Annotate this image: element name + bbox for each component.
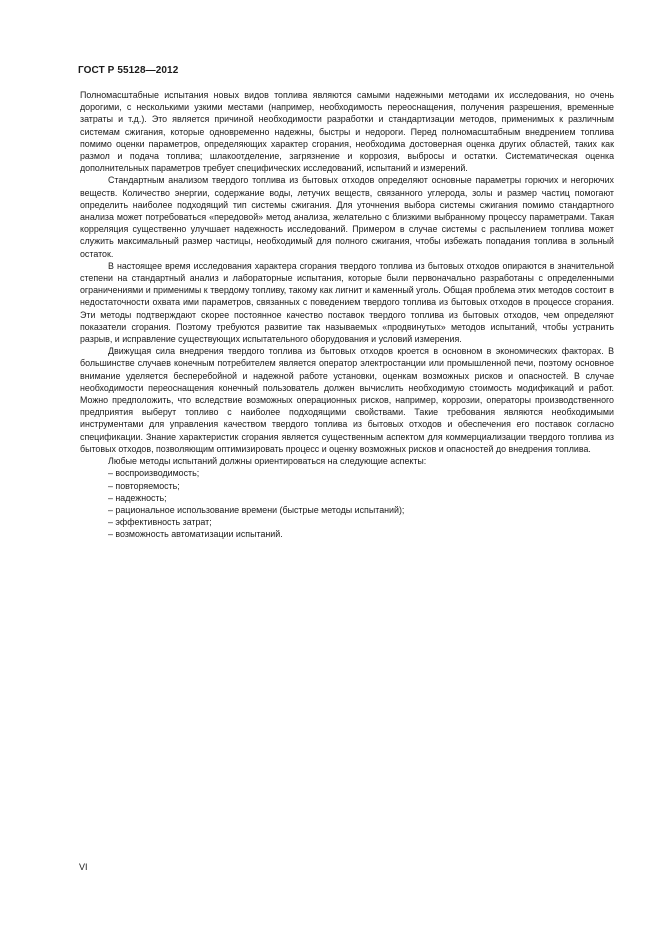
page-number: VI — [79, 862, 88, 872]
aspect-item: – эффективность затрат; — [108, 517, 212, 528]
aspects-intro: Любые методы испытаний должны ориентироваться на следующие аспекты: — [108, 456, 427, 467]
document-body — [80, 89, 614, 541]
aspect-item: – рациональное использование времени (быстрые методы испытаний); — [108, 504, 405, 515]
aspect-item: – воспроизводимость; — [108, 468, 200, 479]
paragraph-full-scale-tests: Полномасштабные испытания новых видов топлива являются самыми надежными методами их исследования, но очень дорогими, с несколькими узкими местами (например, необходимость переоснащения, получения разрешения, временные затраты и т.д.). Это является причиной необходимости разработки и стандартизации методов, применимых к различным системам сжигания, которые одновременно надежны, быстры и недороги. Перед полномасштабным внедрением топлива помимо оценки параметров, определяющих характер сгорания, необходима достоверная оценка других областей, таких как размол и подача топлива; шлакоотделение, загрязнение и коррозия, выбросы и остатки. Систематическая оценка дополнительных параметров требует специфических исследований, испытаний и измерений. — [80, 90, 614, 174]
aspects-list — [80, 467, 614, 540]
paragraph-standard-analysis: Стандартным анализом твердого топлива из бытовых отходов определяют основные параметры горючих и негорючих веществ. Количество энергии, содержание воды, летучих веществ, связанного углерода, золы и размер частиц помогают определить наиболее подходящий тип системы сжигания. Для уточнения выбора системы сжигания помимо стандартного анализа может потребоваться «передовой» метод анализа, желательно с близкими выбранному процессу параметрами. Такая корреляция существенно улучшает надежность исследований. Примером в случае системы с распылением топлива может служить максимальный размер частицы, необходимый для полного сжигания, чтобы избежать попадания топлива в зольный остаток. — [80, 175, 614, 259]
document-header: ГОСТ Р 55128—2012 — [78, 65, 179, 76]
aspect-item: – повторяемость; — [108, 480, 180, 491]
paragraph-economic-factors: Движущая сила внедрения твердого топлива из бытовых отходов кроется в основном в экономических факторах. В большинстве случаев конечным потребителем является оператор электростанции или промышленной печи, поэтому основное внимание уделяется бесперебойной и надежной работе установки, оценкам возможных рисков и опасностей. В случае необходимости переоснащения конечный пользователь должен вычислить необходимую стоимость модификаций и работ. Можно предположить, что вследствие возможных операционных рисков, например, коррозии, операторы производственного предприятия выберут топливо с наиболее подходящими свойствами. Такие требования являются необходимыми инструментами для управления качеством твердого топлива из бытовых отходов и обеспечения его поставок согласно спецификации. Знание характеристик сгорания является существенным аспектом для коммерциализации твердого топлива из бытовых отходов, позволяющим оптимизировать процесс и оценку возможных рисков и опасностей до внедрения топлива. — [80, 346, 614, 454]
aspect-item: – возможность автоматизации испытаний. — [108, 529, 283, 540]
paragraph-current-research: В настоящее время исследования характера сгорания твердого топлива из бытовых отходов опираются в значительной степени на стандартный анализ и лабораторные испытания, которые были первоначально разработаны с определенными ограничениями и применимы к твердому топливу, такому как лигнит и каменный уголь. Общая проблема этих методов состоит в недостаточности охвата ими параметров, связанных с поведением твердого топлива из бытовых отходов в процессе сгорания. Эти методы подтверждают скорее постоянное качество поставок твердого топлива из бытовых отходов, чем определяют показатели сгорания. Поэтому требуются развитие так называемых «продвинутых» методов испытаний, чтобы устранить разрыв, и исправление существующих испытательного оборудования и условий измерения. — [80, 260, 614, 345]
aspect-item: – надежность; — [108, 492, 167, 503]
